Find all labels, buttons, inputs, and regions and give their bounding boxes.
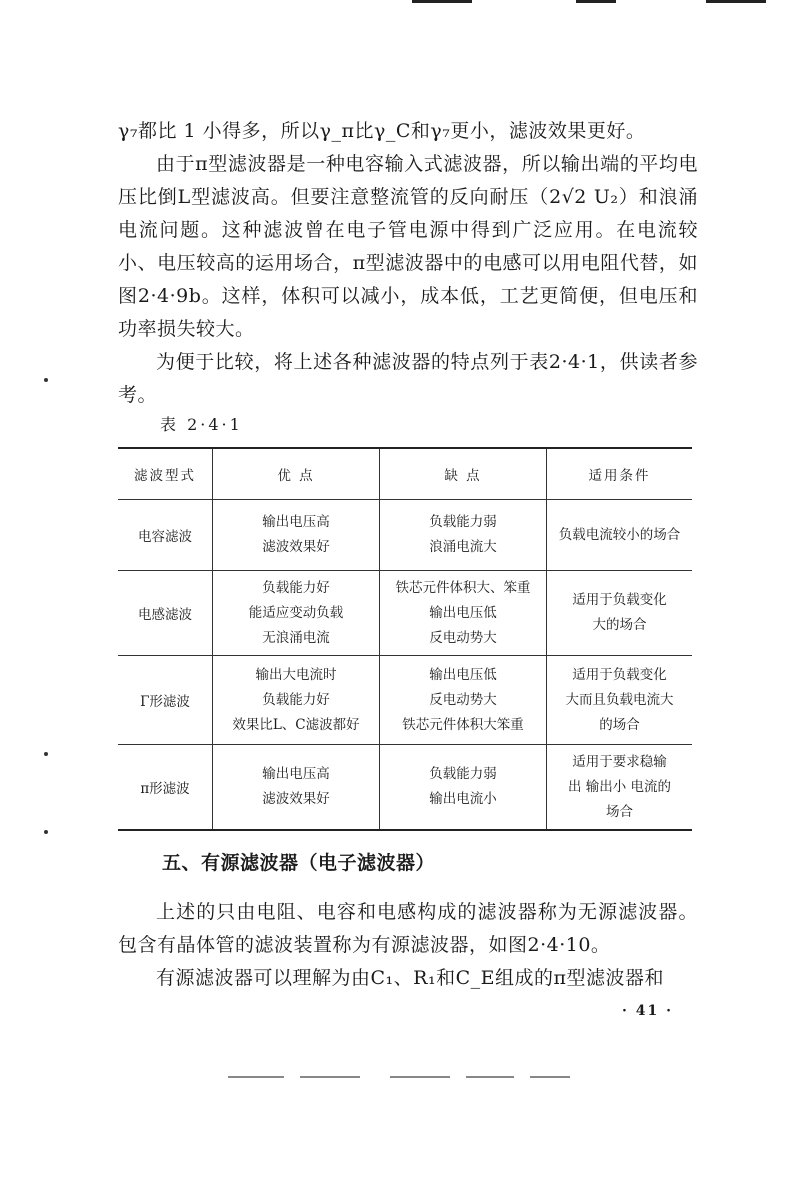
table-header-row [118,448,692,500]
cond-line: 大的场合 [592,617,647,633]
scan-mark-top-3 [706,0,766,3]
row-pros [213,656,380,745]
row-type: 电容滤波 [118,500,213,571]
cond-line: 适用于负载变化 [572,666,667,683]
paragraph-3: 为便于比较，将上述各种滤波器的特点列于表2·4·1，供读者参考。 [118,351,698,406]
table-row [118,571,692,656]
pros-line: 输出大电流时 [255,666,337,683]
cond-line: 场合 [606,803,633,820]
pros-line: 能适应变动负载 [248,604,344,621]
cond-line: 的场合 [599,716,640,733]
cond-line: 大而且负载电流大 [565,691,674,708]
margin-speck [44,830,48,834]
margin-speck [44,378,48,382]
scan-mark-top-1 [412,0,472,3]
page-number: · 41 · [622,1003,673,1019]
cons-line: 负载能力弱 [429,766,497,782]
table-row [118,500,692,571]
row-pros [213,745,380,831]
section-paragraph-1: 上述的只由电阻、电容和电感构成的滤波器称为无源滤波器。包含有晶体管的滤波装置称为有源滤波器，如图2·4·10。 [118,901,698,956]
cons-line: 输出电压低 [429,666,497,683]
pros-line: 滤波效果好 [262,539,330,555]
row-conditions [547,500,693,571]
header-pros: 优 点 [213,448,380,500]
scan-artifact [466,1076,514,1078]
section-paragraph-2: 有源滤波器可以理解为由C₁、R₁和C_E组成的π型滤波器和 [156,967,664,989]
pros-line: 无浪涌电流 [262,629,330,646]
scan-mark-top-2 [576,0,616,3]
pros-line: 输出电压高 [262,766,330,782]
row-conditions [547,745,693,831]
header-cons: 缺 点 [380,448,547,500]
cond-line: 负载电流较小的场合 [558,526,681,543]
filter-comparison-table [118,447,692,831]
row-conditions [547,571,693,656]
cons-line: 负载能力弱 [429,514,497,530]
cond-line: 适用于负载变化 [572,592,667,608]
paragraph-2: 由于π型滤波器是一种电容输入式滤波器，所以输出端的平均电压比倒L型滤波高。但要注意整流管的反向耐压（2√2 U₂）和浪涌电流问题。这种滤波曾在电子管电源中得到广泛应用。在电流较小、电压较高的运用场合，π型滤波器中的电感可以用电阻代替，如图2·4·9b。这样，体积可以减小，成本低，工艺更简便，但电压和功率损失较大。 [118,153,698,340]
header-type: 滤波型式 [118,448,213,500]
cons-line: 反电动势大 [429,691,497,708]
row-conditions [547,656,693,745]
cons-line: 铁芯元件体积大笨重 [402,716,524,733]
row-cons [380,571,547,656]
scan-artifact [530,1076,570,1078]
pros-line: 效果比L、C滤波都好 [232,716,360,733]
row-type: π形滤波 [118,745,213,831]
row-cons [380,500,547,571]
row-type: 电感滤波 [118,571,213,656]
cons-line: 输出电压低 [429,604,497,621]
row-cons [380,745,547,831]
margin-speck [44,752,48,756]
cons-line: 输出电流小 [429,791,497,807]
cons-line: 铁芯元件体积大、笨重 [395,579,531,596]
section-heading: 五、有源滤波器（电子滤波器） [162,852,436,874]
cond-line: 出 输出小 电流的 [567,778,672,795]
table-caption: 表 2·4·1 [160,415,243,434]
cons-line: 浪涌电流大 [429,539,497,555]
row-cons [380,656,547,745]
header-conditions: 适用条件 [547,448,693,500]
table-row [118,745,692,831]
scan-artifact [228,1076,284,1078]
cons-line: 反电动势大 [429,629,497,646]
pros-line: 负载能力好 [262,691,330,708]
paragraph-1: γ₇都比 1 小得多，所以γ_π比γ_C和γ₇更小，滤波效果更好。 [118,120,646,142]
row-pros [213,500,380,571]
pros-line: 负载能力好 [262,579,330,596]
pros-line: 滤波效果好 [262,791,330,807]
scan-artifact [300,1076,360,1078]
row-type: Γ形滤波 [118,656,213,745]
row-pros [213,571,380,656]
table-row [118,656,692,745]
cond-line: 适用于要求稳输 [572,753,667,770]
pros-line: 输出电压高 [262,514,330,530]
scan-artifact [390,1076,450,1078]
